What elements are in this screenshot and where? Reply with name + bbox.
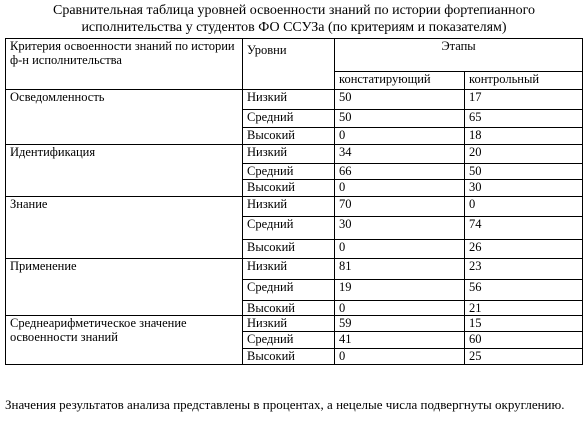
- table-row: [6, 90, 583, 110]
- criterion-cell: Осведомленность: [6, 90, 243, 145]
- criterion-cell: Применение: [6, 259, 243, 316]
- value-ascertaining-cell: 41: [335, 332, 465, 349]
- value-ascertaining-cell: 66: [335, 164, 465, 180]
- level-cell: Высокий: [243, 180, 335, 197]
- value-control-cell: 23: [465, 259, 583, 280]
- value-control-cell: 60: [465, 332, 583, 349]
- value-control-cell: 74: [465, 217, 583, 240]
- value-ascertaining-cell: 50: [335, 110, 465, 128]
- level-cell: Средний: [243, 164, 335, 180]
- level-cell: Низкий: [243, 316, 335, 332]
- level-cell: Высокий: [243, 128, 335, 145]
- table-body: [6, 39, 583, 365]
- value-ascertaining-cell: 50: [335, 90, 465, 110]
- level-cell: Высокий: [243, 240, 335, 259]
- criterion-cell: Среднеарифметическое значение освоенности знаний: [6, 316, 243, 365]
- table-row: [6, 316, 583, 332]
- value-ascertaining-cell: 30: [335, 217, 465, 240]
- value-control-cell: 21: [465, 301, 583, 316]
- table-row: [6, 197, 583, 217]
- table-row: [6, 259, 583, 280]
- value-control-cell: 17: [465, 90, 583, 110]
- header-stages: Этапы: [335, 39, 583, 72]
- table-title-line-1: Сравнительная таблица уровней освоенности знаний по истории фортепианного: [52, 3, 535, 18]
- level-cell: Низкий: [243, 90, 335, 110]
- value-control-cell: 50: [465, 164, 583, 180]
- value-control-cell: 15: [465, 316, 583, 332]
- level-cell: Низкий: [243, 145, 335, 164]
- header-row: [6, 39, 583, 72]
- value-ascertaining-cell: 70: [335, 197, 465, 217]
- level-cell: Средний: [243, 332, 335, 349]
- level-cell: Низкий: [243, 259, 335, 280]
- table-row: [6, 145, 583, 164]
- level-cell: Высокий: [243, 301, 335, 316]
- value-ascertaining-cell: 0: [335, 349, 465, 365]
- footnote: Значения результатов анализа представлены в процентах, а нецелые числа подвергнуты округлению.: [5, 397, 565, 412]
- level-cell: Средний: [243, 217, 335, 240]
- header-stage-ascertaining: констатирующий: [335, 72, 465, 90]
- value-control-cell: 65: [465, 110, 583, 128]
- value-ascertaining-cell: 59: [335, 316, 465, 332]
- value-control-cell: 18: [465, 128, 583, 145]
- value-ascertaining-cell: 19: [335, 280, 465, 301]
- value-ascertaining-cell: 34: [335, 145, 465, 164]
- value-control-cell: 26: [465, 240, 583, 259]
- value-ascertaining-cell: 0: [335, 180, 465, 197]
- level-cell: Средний: [243, 280, 335, 301]
- level-cell: Низкий: [243, 197, 335, 217]
- header-criteria: Критерия освоенности знаний по истории ф-н исполнительства: [6, 39, 243, 90]
- criterion-cell: Знание: [6, 197, 243, 259]
- criterion-cell: Идентификация: [6, 145, 243, 197]
- value-ascertaining-cell: 81: [335, 259, 465, 280]
- value-control-cell: 30: [465, 180, 583, 197]
- value-control-cell: 25: [465, 349, 583, 365]
- level-cell: Высокий: [243, 349, 335, 365]
- value-ascertaining-cell: 0: [335, 128, 465, 145]
- value-ascertaining-cell: 0: [335, 240, 465, 259]
- value-control-cell: 0: [465, 197, 583, 217]
- table-title: [0, 2, 588, 36]
- value-control-cell: 20: [465, 145, 583, 164]
- header-stage-control: контрольный: [465, 72, 583, 90]
- value-control-cell: 56: [465, 280, 583, 301]
- level-cell: Средний: [243, 110, 335, 128]
- header-levels: [243, 39, 335, 90]
- header-levels-label: Уровни: [247, 43, 287, 57]
- comparison-table: [5, 38, 583, 365]
- value-ascertaining-cell: 0: [335, 301, 465, 316]
- table-title-line-2: исполнительства у студентов ФО ССУЗа (по критериям и показателям): [81, 20, 507, 35]
